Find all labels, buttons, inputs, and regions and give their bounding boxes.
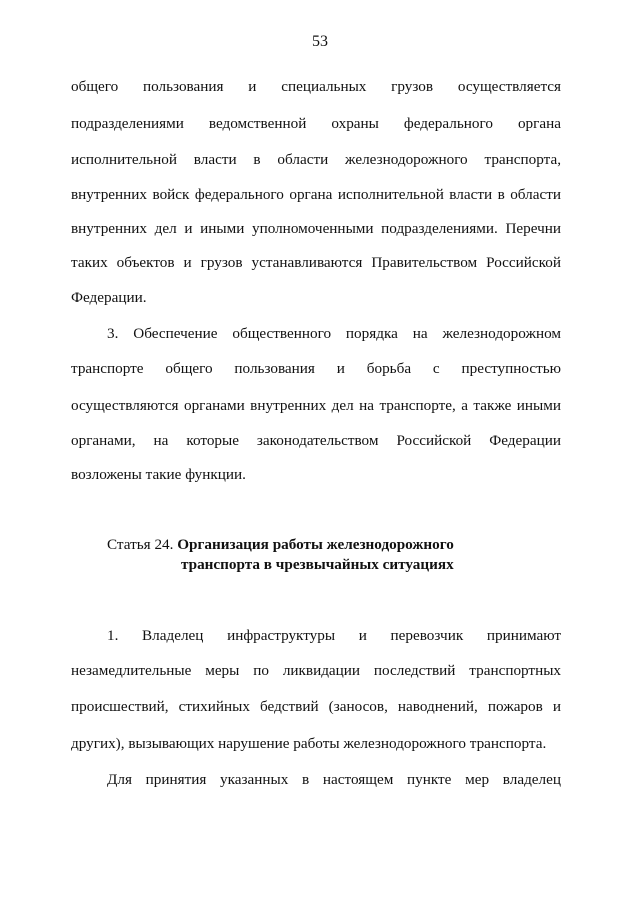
paragraph-1-line-1: общего пользования и специальных грузов осуществляется [71,78,561,95]
paragraph-4-line-1: Для принятия указанных в настоящем пункте мер владелец [107,771,561,788]
article-title-line-1: Организация работы железнодорожного [177,536,454,553]
paragraph-3-line-3: происшествий, стихийных бедствий (заносов, наводнений, пожаров и [71,698,561,715]
paragraph-1-line-5: внутренних дел и иными уполномоченными подразделениями. Перечни [71,220,561,237]
paragraph-3-line-4: других), вызывающих нарушение работы железнодорожного транспорта. [71,735,547,752]
paragraph-2-line-3: осуществляются органами внутренних дел на транспорте, а также иными [71,397,561,414]
paragraph-1-line-2: подразделениями ведомственной охраны федерального органа [71,115,561,132]
article-prefix: Статья 24. [107,536,174,553]
page-number: 53 [312,33,328,50]
article-heading-line-1 [107,535,454,555]
paragraph-3-line-1: 1. Владелец инфраструктуры и перевозчик принимают [107,627,561,644]
paragraph-2-line-4: органами, на которые законодательством Российской Федерации [71,432,561,449]
paragraph-1-line-6: таких объектов и грузов устанавливаются Правительством Российской [71,254,561,271]
paragraph-2-line-2: транспорте общего пользования и борьба с преступностью [71,360,561,377]
paragraph-1-line-3: исполнительной власти в области железнодорожного транспорта, [71,151,561,168]
paragraph-1-line-7: Федерации. [71,289,147,306]
paragraph-3-line-2: незамедлительные меры по ликвидации последствий транспортных [71,662,561,679]
paragraph-2-line-1: 3. Обеспечение общественного порядка на железнодорожном [107,325,561,342]
article-title-line-2: транспорта в чрезвычайных ситуациях [181,556,454,573]
paragraph-2-line-5: возложены такие функции. [71,466,246,483]
paragraph-1-line-4: внутренних войск федерального органа исполнительной власти в области [71,186,561,203]
article-heading-line-2 [181,555,454,575]
